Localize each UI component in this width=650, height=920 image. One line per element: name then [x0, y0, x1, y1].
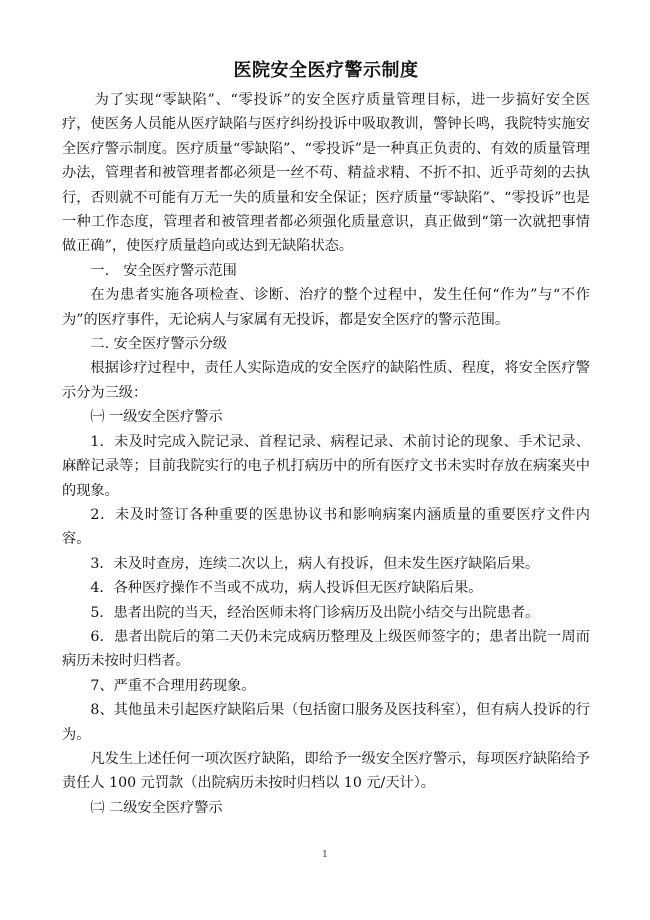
subsection-heading-level-two: ㈡ 二级安全医疗警示	[90, 799, 223, 816]
section-heading-scope: 一. 安全医疗警示范围	[90, 262, 237, 279]
intro-paragraph: 为了实现“零缺陷”、“零投诉”的安全医疗质量管理目标，进一步搞好安全医疗，使医务人员能从医疗缺陷与医疗纠纷投诉中吸取教训，警钟长鸣，我院特实施安全医疗警示制度。医疗质量“零缺陷”、“零投诉”是一种真正负责的、有效的质量管理办法，管理者和被管理者都必须是一丝不苟、精益求精、不折不扣、近乎苛刻的去执行，否则就不可能有万无一失的质量和安全保证；医疗质量“零缺陷”、“零投诉”也是一种工作态度，管理者和被管理者都必须强化质量意识，真正做到“第一次就把事情做正确”，使医疗质量趋向或达到无缺陷状态。	[62, 92, 590, 255]
list-item: 5．患者出院的当天，经治医师未将门诊病历及出院小结交与出院患者。	[90, 604, 540, 621]
list-item: 7、严重不合理用药现象。	[90, 677, 256, 694]
list-item: 1．未及时完成入院记录、首程记录、病程记录、术前讨论的现象、手术记录、麻醉记录等；目前我院实行的电子机打病历中的所有医疗文书未实时存放在病案夹中的现象。	[62, 433, 590, 499]
document-title: 医院安全医疗警示制度	[233, 60, 419, 81]
list-item: 3．未及时查房，连续二次以上，病人有投诉，但未发生医疗缺陷后果。	[90, 555, 540, 572]
section-heading-levels: 二. 安全医疗警示分级	[90, 336, 228, 353]
list-item: 8、其他虽未引起医疗缺陷后果（包括窗口服务及医技科室），但有病人投诉的行为。	[62, 702, 590, 743]
penalty-paragraph: 凡发生上述任何一项次医疗缺陷，即给予一级安全医疗警示，每项医疗缺陷给予责任人 100 元罚款（出院病历未按时归档以 10 元/天计）。	[62, 750, 590, 792]
document-page	[62, 58, 590, 820]
page-number: 1	[322, 850, 328, 860]
list-item: 2．未及时签订各种重要的医患协议书和影响病案内涵质量的重要医疗文件内容。	[62, 506, 590, 548]
levels-paragraph: 根据诊疗过程中，责任人实际造成的安全医疗的缺陷性质、程度，将安全医疗警示分为三级：	[62, 360, 590, 401]
list-item: 4．各种医疗操作不当或不成功，病人投诉但无医疗缺陷后果。	[90, 580, 483, 597]
list-item: 6．患者出院后的第二天仍未完成病历整理及上级医师签字的；患者出院一周而病历未按时归档者。	[62, 628, 590, 670]
scope-paragraph: 在为患者实施各项检查、诊断、治疗的整个过程中，发生任何“作为”与“不作为”的医疗事件，无论病人与家属有无投诉，都是安全医疗的警示范围。	[62, 287, 590, 328]
subsection-heading-level-one: ㈠ 一级安全医疗警示	[90, 409, 223, 426]
